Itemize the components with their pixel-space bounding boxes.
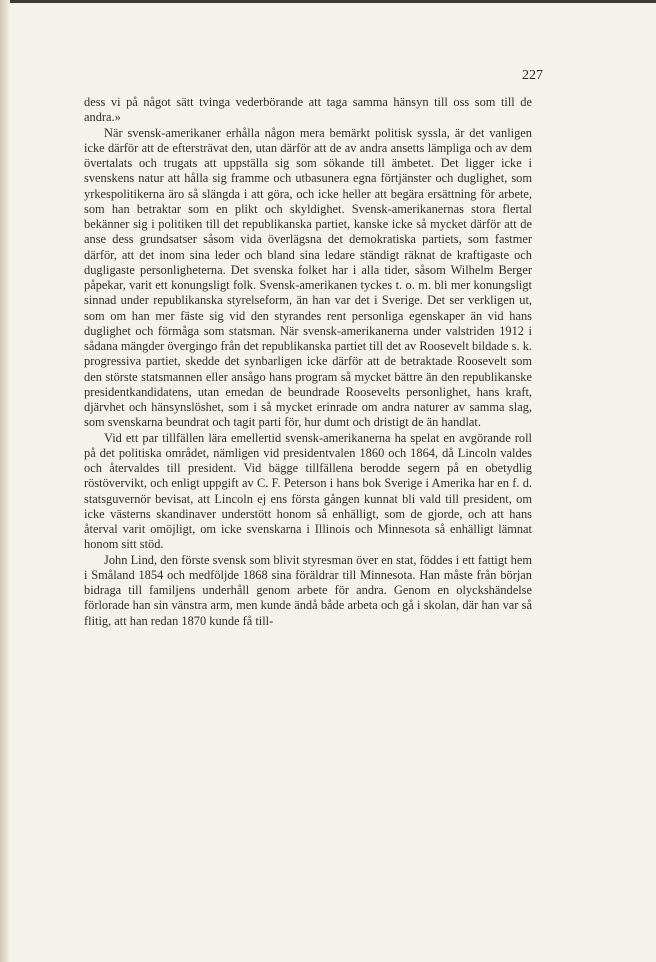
book-gutter	[0, 0, 10, 962]
paragraph: När svensk-amerikaner erhålla någon mera bemärkt politisk syssla, är det vanligen icke därför att de eftersträvat den, utan därför att de av andra ansetts lämpliga och av dem övertalats och trugats att uppställa sig som sökande till ämbetet. Det ligger icke i svenskens natur att hålla sig framme och utbasunera egna förtjänster och duglighet, som yrkespolitikerna äro så slängda i att göra, och icke heller att begära ersättning för arbete, som han betraktar som en plikt och skyldighet. Svensk-amerikanernas stora flertal bekänner sig i politiken till det republikanska partiet, kanske icke så mycket därför att de anse dess grundsatser såsom vida överlägsna det demokratiska partiets, som fastmer därför, att det inom sina leder och bland sina ledare ständigt räknat de kraftigaste och dugligaste personligheterna. Det svenska folket har i alla tider, såsom Wilhelm Berger påpekar, varit ett konungsligt folk. Svensk-amerikanen tyckes t. o. m. bli mer konungsligt sinnad under republikanska styrelseform, än han var det i Sverige. Det ser verkligen ut, som om han mer fäste sig vid den styrandes rent personliga egenskaper än vid hans duglighet och förmåga som statsman. När svensk-amerikanerna under valstriden 1912 i sådana mängder övergingo från det republikanska partiet till det av Roosevelt bildade s. k. progressiva partiet, skedde det synbarligen icke därför att de betraktade Roosevelt som den störste statsmannen eller ansågo hans program så mycket bättre än den republikanske presidentkandidatens, utan emedan de beundrade Roosevelts personlighet, hans kraft, djärvhet och hänsynslöshet, som i så mycket erinrade om andra naturer av samma slag, som svenskarna beundrat och tagit parti för, hur dumt och dristigt de än handlat.	[84, 125, 532, 430]
body-text	[84, 95, 532, 629]
page-top-edge	[0, 0, 656, 3]
paragraph: John Lind, den förste svensk som blivit styresman över en stat, föddes i ett fattigt hem i Småland 1854 och medföljde 1868 sina föräldrar till Minnesota. Han måste från början bidraga till familjens underhåll genom arbete för andra. Genom en olyckshändelse förlorade han sin vänstra arm, men kunde ändå både arbeta och gå i skolan, där han var så flitig, att han redan 1870 kunde få till-	[84, 552, 532, 628]
paragraph: Vid ett par tillfällen lära emellertid svensk-amerikanerna ha spelat en avgörande roll på det politiska området, nämligen vid presidentvalen 1860 och 1864, då Lincoln valdes och återvaldes till president. Vid bägge tillfällena berodde segern på en obetydlig röstövervikt, och enligt uppgift av C. F. Peterson i hans bok Sverige i Amerika har en f. d. statsguvernör bevisat, att Lincoln ej ens första gången kunnat bli vald till president, om icke västerns skandinaver understött honom så enhälligt, som de gjorde, och att hans återval varit omöjligt, om icke svenskarna i Illinois och Minnesota så enhälligt lämnat honom sitt stöd.	[84, 430, 532, 552]
paragraph: dess vi på något sätt tvinga vederbörande att taga samma hänsyn till oss som till de andra.»	[84, 95, 532, 125]
page-number: 227	[522, 68, 543, 83]
